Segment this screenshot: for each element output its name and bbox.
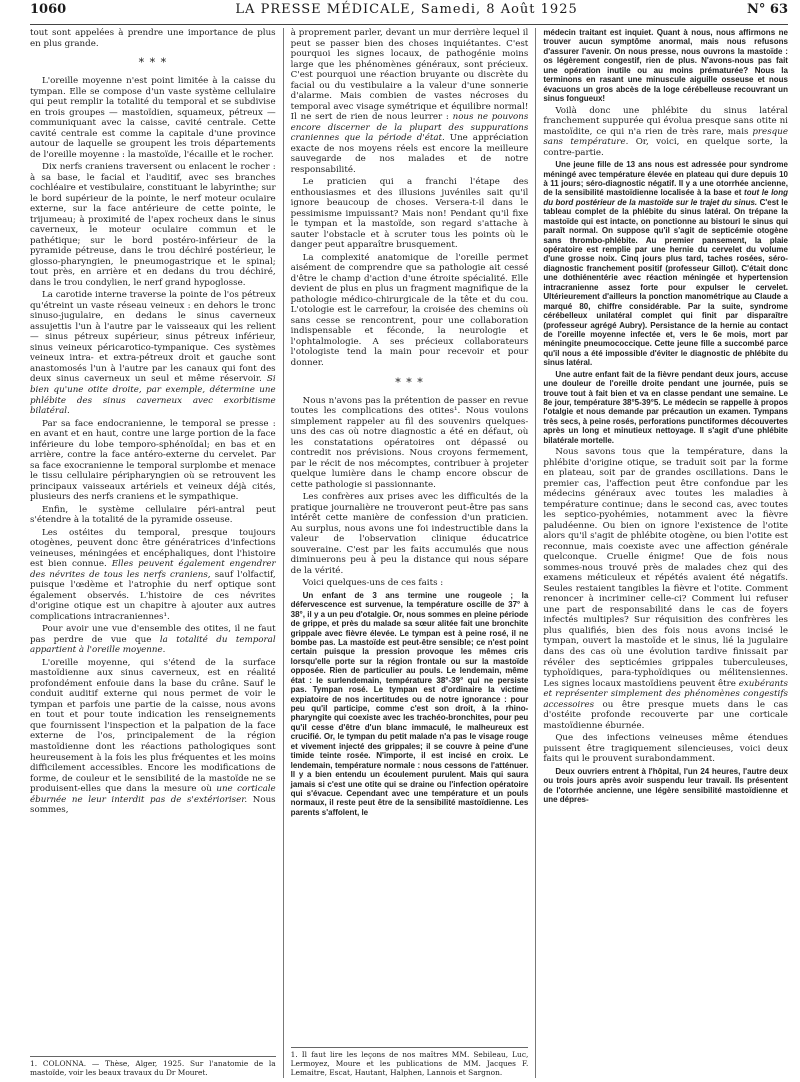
paragraph: tout sont appelées à prendre une importance de plus en plus grande. (30, 28, 276, 49)
paragraph: à proprement parler, devant un mur derrière lequel il peut se passer bien des choses inquiétantes. C'est pourquoi les signes locaux, de pathogénie moins large que les phénomènes généraux, sont précieux. C'est pourquoi une réaction bruyante ou discrète du facial ou du vestibulaire a la valeur d'une sonnerie d'alarme. Mais combien de vastes nécroses du temporal avec visage symétrique et équilibre normal! Il ne sert de rien de nous leurrer : nous ne pouvons encore discerner de la plupart des suppurations craniennes que la période d'état. Une appréciation exacte de nos moyens réels est encore la meilleure sauvegarde de nos malades et de notre responsabilité. (290, 28, 529, 175)
paragraph: Les confrères aux prises avec les difficultés de la pratique journalière ne trouveront peut-être pas sans intérêt cette manière de confession d'un praticien. Au surplus, nous avons une foi indestructible dans la valeur de l'observation clinique éducatrice souveraine. C'est par les faits accumulés que nous diminuerons peu à peu la distance qui nous sépare de la vérité. (290, 492, 529, 576)
column-2 (283, 28, 536, 1078)
column-1 (30, 28, 283, 1078)
paragraph: Par sa face endocranienne, le temporal se presse : en avant et en haut, contre une large portion de la face inférieure du lobe temporo-sphénoïdal; en bas et en arrière, contre la face antéro-externe du cervelet. Par sa face exocranienne le temporal surplombe et menace le tissu cellulaire péripharyngien où se retrouvent les principaux vaisseaux artériels et veineux déjà cités, plusieurs des nerfs craniens et le sympathique. (30, 418, 276, 503)
paragraph: Que des infections veineuses même étendues puissent être tragiquement silencieuses, voici deux faits qui le prouvent surabondamment. (543, 733, 788, 765)
page-number: 1060 (30, 2, 67, 17)
paragraph: Le praticien qui a franchi l'étape des enthousiasmes et des illusions juvéniles sait qu'il ignore beaucoup de choses. Versera-t-il dans le pessimisme impuissant? Mais non! Pendant qu'il fixe le tympan et la mastoïde, son regard s'attache à sauter l'obstacle et à scruter tous les points où le danger peut apparaître brusquement. (290, 177, 529, 251)
paragraph: Dix nerfs craniens traversent ou enlacent le rocher : à sa base, le facial et l'auditif, avec ses branches cochléaire et vestibulaire, constituant le labyrinthe; sur le bord supérieur de la pointe, le nerf moteur oculaire externe, sur la face antérieure de cette pointe, le trijumeau; à proximité de l'apex rocheux dans le sinus caverneux, le moteur oculaire commun et le pathétique; sur le bord postéro-inférieur de la pyramide pétreuse, dans le trou déchiré postérieur, le glosso-pharyngien, le pneumogastrique et le spinal; tout près, en arrière et en dedans du trou déchiré, dans le trou condylien, le nerf grand hypoglosse. (30, 162, 276, 288)
case-report: Un enfant de 3 ans termine une rougeole ; la défervescence est survenue, la température oscille de 37° à 38°, il y a un peu d'otalgie. Or, nous sommes en pleine période de grippe, et près du malade sa sœur alitée fait une bronchite grippale avec fièvre élevée. Le tympan est à peine rosé, il ne bombe pas. La mastoïde est peut-être sensible; ce n'est point certain puisque la pression provoque les mêmes cris lorsqu'elle porte sur la région frontale ou sur la mastoïde opposée. Rien de particulier au pouls. Le lendemain, même état : le surlendemain, température 38°-39° qui ne persiste pas. Tympan rosé. Le tympan est d'ordinaire la victime expiatoire de nos incertitudes ou de notre ignorance : pour peu qu'il participe, comme c'est son droit, à la rhino-pharyngite qui coexiste avec les trachéo-bronchites, pour peu qu'il cesse d'être d'un blanc immaculé, le malheureux est crucifié. Or, le tympan du petit malade n'a pas le visage rouge et vivement injecté des grippales; il se couvre à peine d'une timide teinte rosée. N'importe, il est incisé en croix. Le lendemain, température normale : nous cessons de l'atténuer. Il y a bien entendu un écoulement purulent. Mais qui saura jamais si c'est une otite qui se draine ou l'infection opératoire qui s'évacue. Cependant avec une température et un pouls normaux, il reste peut être de la sensibilité mastoïdienne. Les parents s'affolent, le (290, 590, 529, 817)
footnote: 1. Il faut lire les leçons de nos maîtres MM. Sebileau, Luc, Lermoyez, Moure et les publications de MM. Jacques F. Lemaitre, Escat, Hautant, Halphen, Lannois et Sargnon. (291, 1047, 529, 1078)
paragraph: Enfin, le système cellulaire péri-antral peut s'étendre à la totalité de la pyramide osseuse. (30, 504, 276, 526)
footnote: 1. COLONNA. — Thèse, Alger, 1925. Sur l'anatomie de la mastoïde, voir les beaux travaux du Dr Mouret. (30, 1056, 276, 1078)
paragraph: La complexité anatomique de l'oreille permet aisément de comprendre que sa pathologie ait cessé d'être le champ d'action d'une étroite spécialité. Elle devient de plus en plus un fragment magnifique de la pathologie médico-chirurgicale de la tête et du cou. L'otologie est le carrefour, la croisée des chemins où sans cesse se rencontrent, pour une collaboration indispensable et féconde, la neurologie et l'ophtalmologie. A ses précieux collaborateurs l'otologiste tend la main pour recevoir et pour donner. (290, 252, 529, 368)
case-report: Deux ouvriers entrent à l'hôpital, l'un 24 heures, l'autre deux ou trois jours après avoir suspendu leur travail. Ils présentent de l'otorrhée ancienne, une légère sensibilité mastoïdienne et une dépres- (543, 766, 788, 804)
section-separator: * * * (395, 375, 424, 389)
column-3 (535, 28, 788, 1078)
case-report: médecin traitant est inquiet. Quant à nous, nous affirmons ne trouver aucun symptôme anormal, mais nous refusons d'assurer l'avenir. On nous presse, nous ouvrons la mastoïde : os légèrement congestif, rien de plus. N'avons-nous pas fait une opération inutile ou au moins prématurée? Nous la terminons en rasant une minuscule aiguille osseuse et nous évacuons un gros abcès de la loge cérébelleuse recouvrant un sinus fongueux! (543, 28, 788, 104)
paragraph: Les ostéites du temporal, presque toujours otogènes, peuvent donc être génératrices d'infections veineuses, méningées et encéphaliques, dont l'histoire est bien connue. Elles peuvent également engendrer des névrites de tous les nerfs craniens, sauf l'olfactif, puisque l'œdème et l'atrophie du nerf optique sont également observés. L'histoire de ces névrites d'origine otique est un chapitre à ajouter aux autres complications intracraniennes¹. (30, 527, 276, 622)
paragraph: L'oreille moyenne n'est point limitée à la caisse du tympan. Elle se compose d'un vaste système cellulaire qui peut remplir la totalité du temporal et se subdivise en trois groupes — mastoïdien, squameux, pétreux — communiquant avec la caisse, cavité centrale. Cette cavité centrale est comme la capitale d'une province autour de laquelle se groupent les trois départements de l'oreille moyenne : la mastoïde, l'écaille et le rocher. (30, 76, 276, 160)
paragraph: Voilà donc une phlébite du sinus latéral franchement suppurée qui évolua presque sans otite ni mastoïdite, ce qui n'a rien de très rare, mais presque sans température. Or, voici, en quelque sorte, la contre-partie. (543, 105, 788, 158)
columns (30, 28, 788, 1078)
issue-number: N° 63 (746, 2, 788, 17)
case-report: Une autre enfant fait de la fièvre pendant deux jours, accuse une douleur de l'oreille droite pendant une journée, puis se trouve tout à fait bien et va en classe pendant une semaine. Le 8e jour, température 38°5-39°5. Le médecin se rappelle à propos l'otalgie et nous demande par précaution un examen. Tympans très secs, à peine rosés, perforations punctiformes découvertes après un long et minutieux nettoyage. Il s'agit d'une phlébite bilatérale mortelle. (543, 369, 788, 445)
paragraph: Pour avoir une vue d'ensemble des otites, il ne faut pas perdre de vue que la totalité du temporal appartient à l'oreille moyenne. (30, 624, 276, 656)
paragraph: Nous n'avons pas la prétention de passer en revue toutes les complications des otites¹. Nous voulons simplement rappeler au fil des souvenirs quelques-uns des cas où notre diagnostic a été en défaut, où les constatations opératoires ont dépassé ou contredit nos prévisions. Nous croyons fermement, par le récit de nos mécomptes, contribuer à projeter quelque lumière dans le champ encore obscur de cette pathologie si passionnante. (290, 395, 529, 490)
journal-title: LA PRESSE MÉDICALE, Samedi, 8 Août 1925 (235, 2, 578, 17)
case-report: Une jeune fille de 13 ans nous est adressée pour syndrome méningé avec température élevée en plateau qui dure depuis 10 à 11 jours; séro-diagnostic négatif. Il y a une otorrhée ancienne, de la sensibilité mastoïdienne localisée à la base et tout le long du bord postérieur de la mastoïde sur le trajet du sinus. C'est le tableau complet de la phlébite du sinus latéral. On trépane la mastoïde qui est intacte, on ponctionne au bistouri le sinus qui paraît normal. On suppose qu'il s'agit de septicémie otogène sans thrombo-phlébite. Au premier pansement, la plaie opératoire est remplie par une hernie du cervelet du volume d'une grosse noix. Cinq jours plus tard, taches rosées, séro-diagnostic franchement positif (professeur Gillot). C'était donc une dothiénentérie avec réaction méningée et hypertension intracranienne assez forte pour expulser le cervelet. Ultérieurement d'ailleurs la ponction manométrique au Claude a marqué 80, chiffre considérable. Par la suite, syndrome cérébelleux unilatéral complet qui finit par disparaître (professeur agrégé Aubry). Persistance de la hernie au contact de l'oreille moyenne infectée et, vers le 6e mois, mort par méningite pneumococcique. Cette jeune fille a succombé parce qu'il nous a été impossible d'éviter le diagnostic de phlébite du sinus latéral. (543, 160, 788, 368)
paragraph: Nous savons tous que la température, dans la phlébite d'origine otique, se traduit soit par la forme en plateau, soit par de grandes oscillations. Dans le premier cas, l'affection peut être confondue par les médecins généraux avec toutes les maladies à température continue; dans le second cas, avec toutes les septico-pyohémies, notamment avec la fièvre paludéenne. Ou bien on ignore l'existence de l'otite alors qu'il s'agit de phlébite otogène, ou bien l'otite est reconnue, mais coexiste avec une affection générale quelconque. Cruelle énigme! Que de fois nous sommes-nous trouvé près de malades chez qui des examens méticuleux et répétés avaient été négatifs. Seules restaient tangibles la fièvre et l'otite. Comment renoncer à incriminer celle-ci? Comment lui refuser une part de responsabilité dans le cas de foyers infectés multiples? Sur réquisition des confrères les plus qualifiés, bien des fois nous avons incisé le tympan, ouvert la mastoïde et le sinus, lié la jugulaire dans des cas où une évolution tardive finissait par révéler des septicémies grippales tuberculeuses, typhoïdiques, para-typhoïdiques ou mélitensiennes. Les signes locaux mastoïdiens peuvent être exubérants et représenter simplement des phénomènes congestifs accessoires ou être presque muets dans le cas d'ostéite profonde recouverte par une corticale mastoïdienne éburnée. (543, 447, 788, 731)
paragraph: La carotide interne traverse la pointe de l'os pétreux qu'étreint un vaste réseau veineux : en dehors le tronc sinuso-jugulaire, en dedans le sinus caverneux assujettis l'un à l'autre par le vaisseaux qui les relient — sinus pétreux supérieur, sinus pétreux inférieur, sinus veineux péricarotico-tympanique. Ces systèmes veineux intra- et extra-pétreux droit et gauche sont anastomosés l'un à l'autre par les canaux qui font des deux sinus caverneux un seul et même réservoir. Si bien qu'une otite droite, par exemple, détermine une phlébite des sinus caverneux avec exorbitisme bilatéral. (30, 290, 276, 417)
paragraph: Voici quelques-uns de ces faits : (302, 578, 444, 589)
page-header (30, 0, 788, 25)
section-separator: * * * (138, 56, 168, 70)
paragraph: L'oreille moyenne, qui s'étend de la surface mastoïdienne aux sinus caverneux, est en réalité profondément enfouie dans la base du crâne. Sauf le conduit auditif externe qui nous permet de voir le tympan et parfois une partie de la caisse, nous avons en tout et pour toute indication les renseignements que fournissent l'inspection et la palpation de la face externe de l'os, principalement de la région mastoïdienne dont les réactions pathologiques sont heureusement à la fois les plus fréquentes et les moins difficilement accessibles. Encore les modifications de forme, de couleur et le sensibilité de la mastoïde ne se produisent-elles que dans la mesure où une corticale éburnée ne leur interdit pas de s'extérioriser. Nous sommes, (30, 657, 276, 816)
